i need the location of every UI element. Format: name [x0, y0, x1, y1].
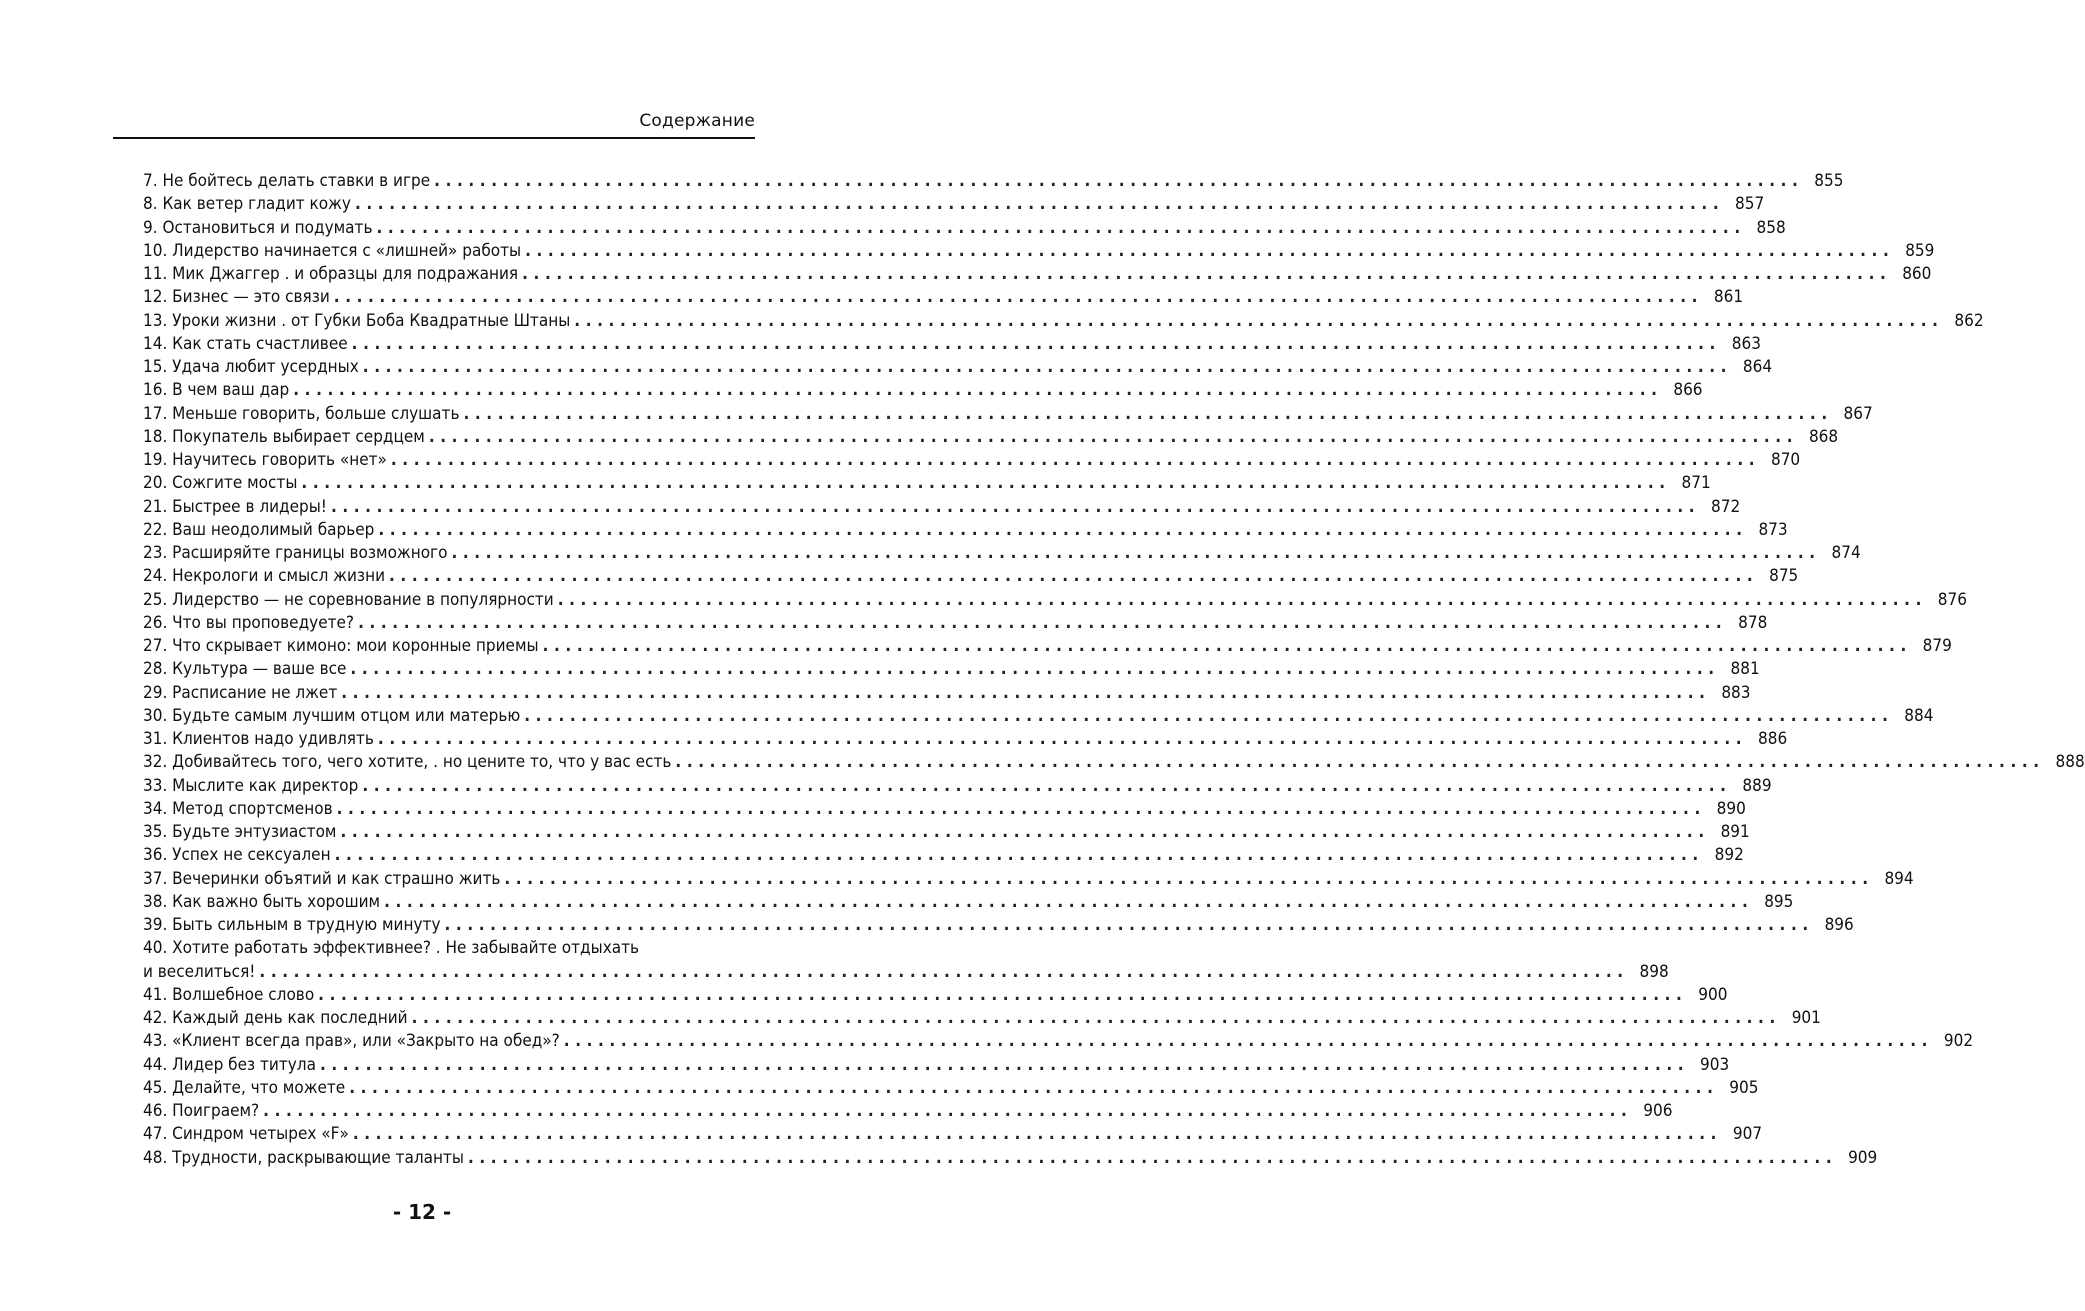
- toc-entry: [143, 635, 1952, 658]
- toc-entry-page: 886: [1758, 729, 1788, 749]
- toc-entry: [143, 1054, 1730, 1077]
- toc-entry-title: 24. Некрологи и смысл жизни: [143, 566, 386, 587]
- toc-entry-title: 10. Лидерство начинается с «лишней» работы: [143, 240, 522, 261]
- running-header-title: Содержание: [639, 111, 755, 131]
- dot-leader: ........................................................................................................................: [319, 1054, 1690, 1075]
- toc-entry: [143, 426, 1839, 449]
- dot-leader: ........................................................................................................................: [675, 752, 2045, 773]
- toc-entry: [143, 589, 1967, 612]
- toc-entry: [143, 565, 1799, 588]
- toc-entry: [143, 496, 1741, 519]
- toc-entry-page: 895: [1764, 891, 1794, 912]
- toc-entry-title: 48. Трудности, раскрывающие таланты: [143, 1147, 464, 1168]
- toc-entry-title: 16. В чем ваш дар: [143, 380, 290, 401]
- toc-entry-title: 35. Будьте энтузиастом: [143, 822, 337, 842]
- dot-leader: ........................................................................................................................: [463, 403, 1833, 424]
- toc-entry-title: 27. Что скрывает кимоно: мои коронные приемы: [143, 636, 539, 656]
- toc-entry-page: 857: [1735, 194, 1765, 215]
- toc-entry: [143, 356, 1773, 379]
- dot-leader: ........................................................................................................................: [504, 868, 1874, 889]
- toc-entry-page: 889: [1742, 775, 1772, 796]
- toc-entry: [143, 1030, 1974, 1053]
- dot-leader: ........................................................................................................................: [563, 1031, 1934, 1052]
- toc-entry-title: 31. Клиентов надо удивлять: [143, 729, 374, 749]
- toc-entry-title: 22. Ваш неодолимый барьер: [143, 519, 375, 540]
- toc-entry-title: 36. Успех не сексуален: [143, 845, 331, 866]
- toc-entry-title: 14. Как стать счастливее: [143, 333, 348, 354]
- toc-entry-page: 888: [2055, 752, 2085, 773]
- dot-leader: ........................................................................................................................: [354, 194, 1725, 215]
- toc-entry: [143, 1007, 1821, 1030]
- toc-entry: [143, 472, 1711, 495]
- toc-entry: [143, 170, 1844, 193]
- toc-entry-title: 38. Как важно быть хорошим: [143, 891, 381, 912]
- toc-entry-page: 878: [1738, 612, 1768, 633]
- dot-leader: ........................................................................................................................: [378, 519, 1748, 540]
- toc-entry: [143, 961, 1669, 984]
- toc-entry-title: 32. Добивайтесь того, чего хотите, . но цените то, что у вас есть: [143, 752, 672, 773]
- dot-leader: ........................................................................................................................: [301, 473, 1671, 494]
- dot-leader: ........................................................................................................................: [334, 845, 1704, 866]
- toc-entry: [143, 449, 1801, 472]
- toc-entry: [143, 914, 1854, 937]
- toc-entry: [143, 775, 1772, 798]
- toc-entry-title: 46. Поиграем?: [143, 1101, 260, 1121]
- toc-entry: [143, 240, 1935, 263]
- dot-leader: ........................................................................................................................: [350, 659, 1720, 680]
- toc-entry: [143, 263, 1932, 286]
- toc-entry-page: 873: [1758, 519, 1788, 540]
- toc-entry-page: 862: [1954, 310, 1984, 331]
- toc-entry: [143, 1123, 1763, 1146]
- dot-leader: ........................................................................................................................: [333, 287, 1704, 308]
- toc-entry-page: 863: [1731, 333, 1761, 354]
- toc-entry-title: 17. Меньше говорить, больше слушать: [143, 403, 460, 424]
- toc-entry-page: 874: [1831, 543, 1861, 563]
- toc-entry: [143, 658, 1760, 681]
- toc-entry: [143, 542, 1861, 565]
- dot-leader: ........................................................................................................................: [524, 705, 1894, 726]
- toc-entry-page: 892: [1714, 845, 1744, 866]
- toc-entry-title: и веселиться!: [143, 961, 256, 982]
- dot-leader: ........................................................................................................................: [557, 589, 1927, 610]
- toc-entry: [143, 379, 1703, 402]
- toc-entry-title: 15. Удача любит усердных: [143, 357, 359, 377]
- dot-leader: ........................................................................................................................: [451, 543, 1821, 563]
- toc-entry-title: 47. Синдром четырех «F»: [143, 1124, 349, 1145]
- dot-leader: ........................................................................................................................: [352, 1124, 1723, 1145]
- dot-leader: ........................................................................................................................: [376, 217, 1746, 238]
- toc-entry-title: 23. Расширяйте границы возможного: [143, 543, 448, 563]
- toc-entry-title: 37. Вечеринки объятий и как страшно жить: [143, 868, 501, 889]
- toc-entry-title: 26. Что вы проповедуете?: [143, 612, 355, 633]
- toc-entry-title: 29. Расписание не лжет: [143, 682, 338, 703]
- toc-entry-page: 876: [1937, 589, 1967, 610]
- toc-entry-page: 894: [1884, 868, 1914, 889]
- dot-leader: ........................................................................................................................: [340, 822, 1710, 842]
- toc-entry-page: 872: [1711, 496, 1741, 517]
- toc-entry-page: 859: [1905, 240, 1935, 261]
- toc-entry-page: 879: [1922, 636, 1952, 656]
- toc-entry: [143, 1147, 1878, 1170]
- toc-entry: [143, 333, 1761, 356]
- toc-entry: [143, 984, 1728, 1007]
- toc-entry-title: 42. Каждый день как последний: [143, 1008, 408, 1028]
- toc-entry-page: 881: [1730, 659, 1760, 680]
- dot-leader: ........................................................................................................................: [467, 1147, 1838, 1168]
- dot-leader: ........................................................................................................................: [542, 636, 1912, 656]
- toc-entry: [143, 612, 1768, 635]
- dot-leader: ........................................................................................................................: [428, 426, 1799, 447]
- dot-leader: ........................................................................................................................: [293, 380, 1663, 401]
- toc-entry-title: 12. Бизнес — это связи: [143, 287, 330, 308]
- toc-entry-page: 858: [1756, 217, 1786, 238]
- dot-leader: ........................................................................................................................: [362, 775, 1732, 796]
- toc-entry-title: 7. Не бойтесь делать ставки в игре: [143, 171, 431, 191]
- toc-entry-title: 40. Хотите работать эффективнее? . Не забывайте отдыхать: [143, 938, 640, 959]
- toc-entry-page: 898: [1639, 961, 1669, 982]
- dot-leader: ........................................................................................................................: [384, 891, 1754, 912]
- toc-entry-page: 884: [1904, 705, 1934, 726]
- toc-entry: [143, 1100, 1673, 1123]
- toc-entry-title: 19. Научитесь говорить «нет»: [143, 450, 387, 470]
- toc-entry-title: 20. Сожгите мосты: [143, 473, 298, 494]
- toc-entry-page: 860: [1902, 264, 1932, 284]
- toc-entry-title: 18. Покупатель выбирает сердцем: [143, 426, 425, 447]
- toc-entry: [143, 821, 1750, 844]
- toc-entry: [143, 798, 1746, 821]
- dot-leader: ........................................................................................................................: [318, 984, 1688, 1005]
- page-number: - 12 -: [392, 1200, 452, 1224]
- toc-entry-title: 28. Культура — ваше все: [143, 659, 347, 680]
- dot-leader: ........................................................................................................................: [259, 961, 1629, 982]
- toc-entry-page: 903: [1700, 1054, 1730, 1075]
- toc-entry: [143, 519, 1788, 542]
- toc-entry: [143, 193, 1765, 216]
- toc-entry: [143, 728, 1788, 751]
- dot-leader: ........................................................................................................................: [522, 264, 1892, 284]
- dot-leader: ........................................................................................................................: [444, 915, 1814, 935]
- toc-entry-title: 21. Быстрее в лидеры!: [143, 496, 327, 517]
- toc-entry-page: 890: [1716, 798, 1746, 819]
- toc-entry-page: 896: [1824, 915, 1854, 935]
- toc-entry: [143, 1077, 1759, 1100]
- toc-entry: [143, 868, 1914, 891]
- toc-entry-page: 861: [1713, 287, 1744, 308]
- toc-entry: [143, 891, 1794, 914]
- toc-entry-title: 8. Как ветер гладит кожу: [143, 194, 351, 215]
- dot-leader: ........................................................................................................................: [349, 1077, 1719, 1098]
- toc-entry-title: 13. Уроки жизни . от Губки Боба Квадратные Штаны: [143, 310, 571, 331]
- dot-leader: ........................................................................................................................: [351, 333, 1721, 354]
- toc-entry-title: 34. Метод спортсменов: [143, 798, 333, 819]
- dot-leader: ........................................................................................................................: [336, 798, 1706, 819]
- toc-entry-title: 43. «Клиент всегда прав», или «Закрыто на обед»?: [143, 1031, 560, 1052]
- toc-entry-page: 909: [1848, 1147, 1878, 1168]
- toc-entry-page: 855: [1814, 171, 1844, 191]
- dot-leader: ........................................................................................................................: [358, 612, 1728, 633]
- dot-leader: ........................................................................................................................: [341, 682, 1711, 703]
- toc-entry: [143, 217, 1786, 240]
- toc-entry-page: 866: [1673, 380, 1703, 401]
- dot-leader: ........................................................................................................................: [525, 240, 1895, 261]
- toc-entry-page: 900: [1698, 984, 1728, 1005]
- toc-entry: [143, 682, 1751, 705]
- toc-entry-title: 39. Быть сильным в трудную минуту: [143, 915, 441, 935]
- toc-entry: [143, 403, 1873, 426]
- toc-entry-page: 868: [1808, 426, 1839, 447]
- toc-entry: [143, 937, 756, 960]
- dot-leader: ........................................................................................................................: [411, 1008, 1781, 1028]
- dot-leader: ........................................................................................................................: [263, 1101, 1633, 1121]
- toc-entry: [143, 286, 1744, 309]
- toc-entry-page: 870: [1770, 450, 1801, 470]
- header-divider: [113, 137, 755, 139]
- toc-entry-page: 864: [1742, 357, 1773, 377]
- toc-entry-page: 905: [1729, 1077, 1759, 1098]
- toc-entry-title: 30. Будьте самым лучшим отцом или матерью: [143, 705, 521, 726]
- toc-entry-page: 867: [1843, 403, 1873, 424]
- toc-entry-title: 33. Мыслите как директор: [143, 775, 359, 796]
- toc-entry: [143, 705, 1934, 728]
- toc-entry-page: 901: [1791, 1008, 1821, 1028]
- toc-entry-page: 902: [1943, 1031, 1974, 1052]
- dot-leader: ........................................................................................................................: [574, 310, 1944, 331]
- table-of-contents: [143, 170, 2085, 1170]
- toc-entry-title: 44. Лидер без титула: [143, 1054, 316, 1075]
- toc-entry-title: 45. Делайте, что можете: [143, 1077, 346, 1098]
- toc-entry-page: 891: [1720, 822, 1750, 842]
- toc-entry-page: 906: [1643, 1101, 1673, 1121]
- dot-leader: ........................................................................................................................: [377, 729, 1748, 749]
- toc-entry-title: 25. Лидерство — не соревнование в популярности: [143, 589, 554, 610]
- toc-entry-page: 907: [1732, 1124, 1763, 1145]
- dot-leader: ........................................................................................................................: [390, 450, 1761, 470]
- toc-entry-page: 871: [1681, 473, 1711, 494]
- dot-leader: ........................................................................................................................: [362, 357, 1733, 377]
- toc-entry-title: 11. Мик Джаггер . и образцы для подражания: [143, 264, 519, 284]
- toc-entry-title: 9. Остановиться и подумать: [143, 217, 373, 238]
- toc-entry: [143, 844, 1744, 867]
- toc-entry-title: 41. Волшебное слово: [143, 984, 315, 1005]
- dot-leader: ........................................................................................................................: [389, 566, 1759, 587]
- toc-entry: [143, 751, 2085, 774]
- toc-entry: [143, 310, 1984, 333]
- toc-entry-page: 875: [1769, 566, 1799, 587]
- toc-entry-page: 883: [1721, 682, 1751, 703]
- dot-leader: ........................................................................................................................: [330, 496, 1701, 517]
- dot-leader: ........................................................................................................................: [434, 171, 1804, 191]
